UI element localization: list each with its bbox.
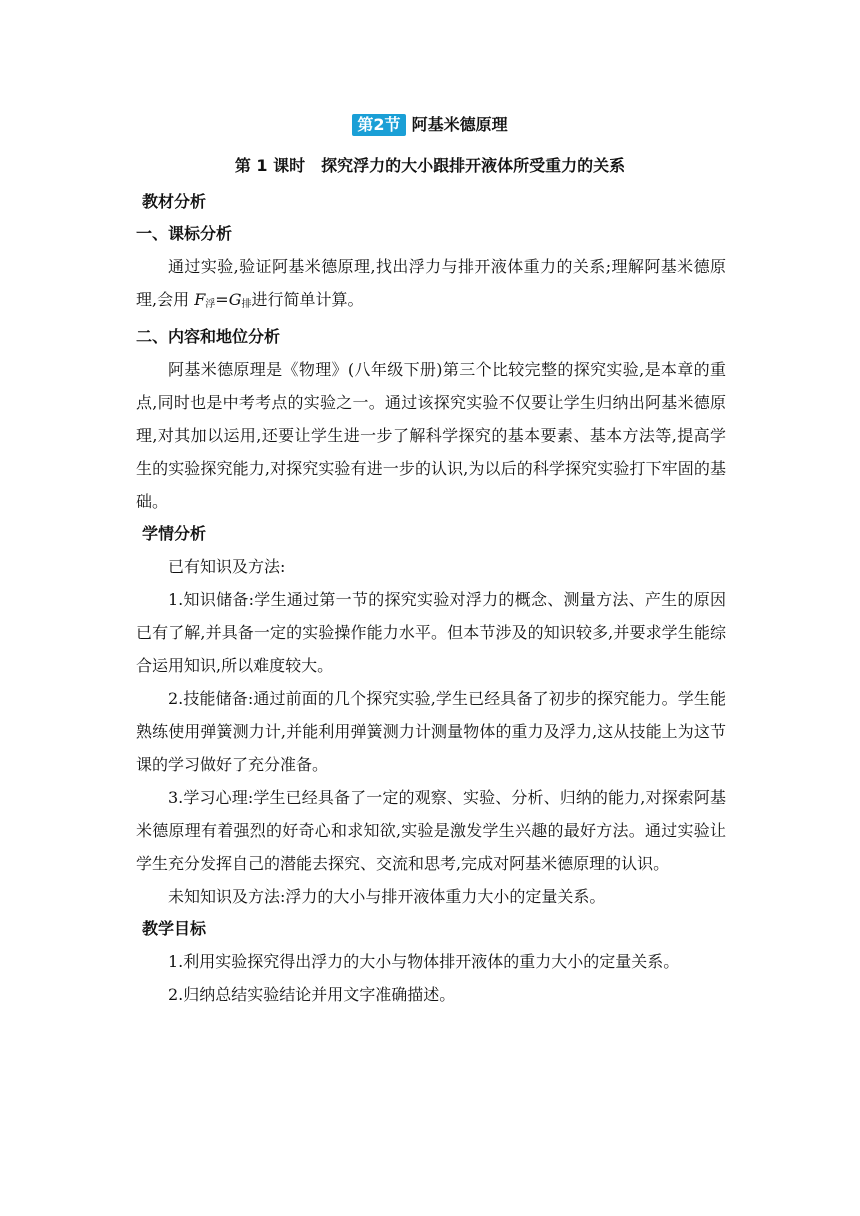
document-body (136, 186, 726, 1011)
paragraph-curriculum (136, 250, 726, 321)
paragraph-learning-psychology: 3.学习心理:学生已经具备了一定的观察、实验、分析、归纳的能力,对探索阿基米德原理有着强烈的好奇心和求知欲,实验是激发学生兴趣的最好方法。通过实验让学生充分发挥自己的潜能去探究、交流和思考,完成对阿基米德原理的认识。 (136, 788, 726, 873)
formula-F-subscript: 浮 (205, 299, 216, 310)
paragraph-skill-reserve: 2.技能储备:通过前面的几个探究实验,学生已经具备了初步的探究能力。学生能熟练使用弹簧测力计,并能利用弹簧测力计测量物体的重力及浮力,这从技能上为这节课的学习做好了充分准备。 (136, 689, 726, 774)
formula-G-subscript: 排 (241, 299, 252, 310)
curriculum-text-before: 通过实验,验证阿基米德原理,找出浮力与排开液体重力的关系;理解阿基米德原理,会用 (136, 257, 726, 309)
heading-teaching-goals: 教学目标 (142, 919, 207, 938)
heading-student-analysis: 学情分析 (142, 524, 207, 543)
section-title: 阿基米德原理 (411, 115, 508, 134)
formula-equals: = (215, 290, 229, 309)
curriculum-text-after: 进行简单计算。 (251, 290, 364, 309)
paragraph-content-position: 阿基米德原理是《物理》(八年级下册)第三个比较完整的探究实验,是本章的重点,同时也是中考考点的实验之一。通过该探究实验不仅要让学生归纳出阿基米德原理,对其加以运用,还要让学生进一步了解科学探究的基本要素、基本方法等,提高学生的实验探究能力,对探究实验有进一步的认识,为以后的科学探究实验打下牢固的基础。 (136, 360, 726, 511)
heading-content-position: 二、内容和地位分析 (136, 327, 281, 346)
lesson-title: 第 1 课时 探究浮力的大小跟排开液体所受重力的关系 (234, 156, 626, 175)
heading-material-analysis: 教材分析 (142, 192, 207, 211)
paragraph-goal-1: 1.利用实验探究得出浮力的大小与物体排开液体的重力大小的定量关系。 (168, 952, 680, 971)
section-header (0, 114, 860, 136)
paragraph-knowledge-reserve: 1.知识储备:学生通过第一节的探究实验对浮力的概念、测量方法、产生的原因已有了解,并具备一定的实验操作能力水平。但本节涉及的知识较多,并要求学生能综合运用知识,所以难度较大。 (136, 590, 726, 675)
section-badge: 第2节 (352, 114, 405, 136)
formula-buoyancy (194, 290, 251, 309)
paragraph-unknown-knowledge: 未知知识及方法:浮力的大小与排开液体重力大小的定量关系。 (168, 887, 606, 906)
paragraph-goal-2: 2.归纳总结实验结论并用文字准确描述。 (168, 985, 456, 1004)
formula-G: G (228, 290, 242, 309)
heading-curriculum-analysis: 一、课标分析 (136, 224, 233, 243)
formula-F: F (194, 290, 206, 309)
paragraph-known-intro: 已有知识及方法: (168, 557, 286, 576)
